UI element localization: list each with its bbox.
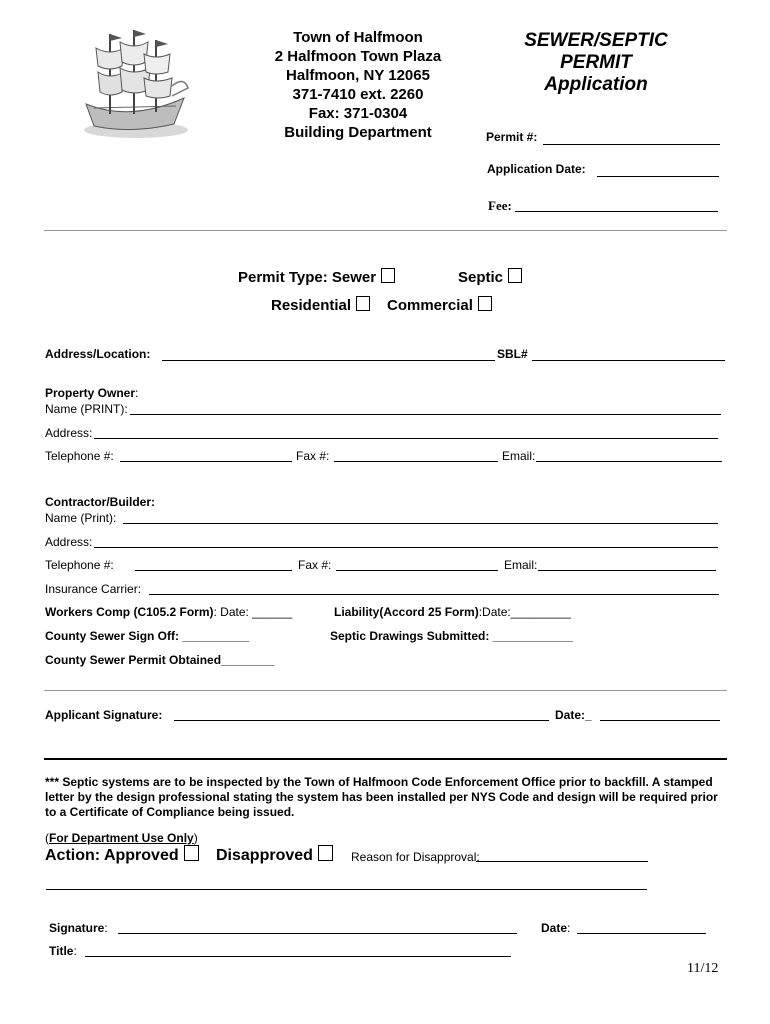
title-label: Title <box>49 944 74 958</box>
contractor-divider <box>44 690 727 691</box>
action-approved-label: Action: Approved <box>45 847 179 864</box>
paren-open: ( <box>45 831 49 845</box>
permit-number-field[interactable] <box>543 144 720 145</box>
town-name: Town of Halfmoon <box>293 29 423 46</box>
application-date-field[interactable] <box>597 176 719 177</box>
owner-name-field[interactable] <box>130 414 721 415</box>
permit-type-row <box>238 268 395 286</box>
owner-telephone-field[interactable] <box>120 461 292 462</box>
department-use-label: For Department Use Only <box>49 831 194 845</box>
applicant-signature-label: Applicant Signature: <box>45 708 163 722</box>
sewer-label: Sewer <box>331 269 377 286</box>
approved-checkbox[interactable] <box>184 845 199 861</box>
department-signature-field[interactable] <box>118 933 517 934</box>
department-use-only <box>45 831 198 845</box>
property-owner-title: Property Owner <box>45 386 136 400</box>
contractor-email-field[interactable] <box>538 570 716 571</box>
liability-label: Liability(Accord 25 Form) <box>334 605 479 619</box>
phone-number: 371-7410 ext. 2260 <box>292 86 424 103</box>
fax-number: Fax: 371-0304 <box>308 105 408 122</box>
contractor-email-label: Email: <box>504 558 538 572</box>
property-owner-heading <box>45 386 138 400</box>
commercial-option <box>387 296 492 314</box>
fee-field[interactable] <box>515 211 718 212</box>
fee-label: Fee: <box>488 198 512 213</box>
applicant-date-field[interactable] <box>600 720 720 721</box>
department-date-field[interactable] <box>577 933 706 934</box>
septic-checkbox[interactable] <box>508 268 522 283</box>
insurance-carrier-label: Insurance Carrier: <box>45 582 142 596</box>
owner-fax-field[interactable] <box>334 461 498 462</box>
signature-label-row <box>49 921 108 935</box>
contractor-address-label: Address: <box>45 535 93 549</box>
signature-label: Signature <box>49 921 105 935</box>
header-divider <box>44 230 727 231</box>
residential-option <box>271 296 370 314</box>
title-label-row <box>49 944 77 958</box>
reason-field[interactable] <box>476 861 648 862</box>
paren-close: ) <box>193 831 198 845</box>
date-label: Date <box>541 921 568 935</box>
contractor-name-label: Name (Print): <box>45 511 117 525</box>
workers-comp-label: Workers Comp (C105.2 Form) <box>45 605 214 619</box>
title-line-1: SEWER/SEPTIC <box>524 30 668 51</box>
form-title <box>500 30 692 96</box>
section-divider <box>44 758 727 760</box>
contractor-fax-field[interactable] <box>336 570 498 571</box>
action-approved-option <box>45 845 199 865</box>
liability-date[interactable]: :Date:_________ <box>478 605 571 619</box>
contractor-telephone-field[interactable] <box>135 570 292 571</box>
residential-checkbox[interactable] <box>356 296 370 311</box>
owner-address-label: Address: <box>45 426 93 440</box>
signature-colon: : <box>104 921 108 935</box>
liability-row <box>334 605 571 619</box>
owner-address-field[interactable] <box>94 438 718 439</box>
disapproved-checkbox[interactable] <box>318 845 333 861</box>
city-state-zip: Halfmoon, NY 12065 <box>286 67 430 84</box>
disapproved-option <box>216 845 333 865</box>
county-sewer-permit[interactable]: County Sewer Permit Obtained________ <box>45 653 275 667</box>
department-title-field[interactable] <box>85 956 511 957</box>
septic-option <box>458 268 522 286</box>
department-name: Building Department <box>284 124 432 141</box>
septic-label: Septic <box>458 269 504 286</box>
property-owner-colon: : <box>135 386 139 400</box>
septic-drawings-submitted[interactable]: Septic Drawings Submitted: ____________ <box>330 629 573 643</box>
county-sewer-signoff[interactable]: County Sewer Sign Off: __________ <box>45 629 250 643</box>
contractor-name-field[interactable] <box>123 523 718 524</box>
contractor-telephone-label: Telephone #: <box>45 558 114 572</box>
title-colon: : <box>73 944 77 958</box>
contractor-heading: Contractor/Builder: <box>45 495 156 509</box>
permit-type-label: Permit Type: <box>238 269 328 286</box>
title-line-3: Application <box>544 74 648 95</box>
contractor-address-field[interactable] <box>94 547 718 548</box>
form-revision-code: 11/12 <box>687 961 719 976</box>
commercial-checkbox[interactable] <box>478 296 492 311</box>
septic-inspection-note: *** Septic systems are to be inspected by the Town of Halfmoon Code Enforcement Office prior to backfill. A stamped letter by the design professional stating the system has been installed per NYS Code and design will be required prior to a Certificate of Compliance being issued. <box>45 775 718 819</box>
owner-fax-label: Fax #: <box>296 449 330 463</box>
disapproved-label: Disapproved <box>216 847 313 864</box>
reason-for-disapproval-label: Reason for Disapproval: <box>351 850 480 864</box>
residential-label: Residential <box>271 297 352 314</box>
workers-comp-date[interactable]: : Date: ______ <box>213 605 293 619</box>
applicant-signature-field[interactable] <box>174 720 549 721</box>
permit-number-label: Permit #: <box>486 130 538 144</box>
sbl-label: SBL# <box>497 347 528 361</box>
title-line-2: PERMIT <box>560 52 632 73</box>
applicant-date-label: Date:_ <box>555 708 592 722</box>
owner-email-field[interactable] <box>536 461 722 462</box>
sewer-checkbox[interactable] <box>381 268 395 283</box>
date-label-row <box>541 921 570 935</box>
insurance-carrier-field[interactable] <box>149 594 719 595</box>
street-address: 2 Halfmoon Town Plaza <box>274 48 442 65</box>
owner-email-label: Email: <box>502 449 536 463</box>
ship-logo <box>76 26 191 146</box>
contractor-fax-label: Fax #: <box>298 558 332 572</box>
commercial-label: Commercial <box>387 297 473 314</box>
application-date-label: Application Date: <box>487 162 586 176</box>
reason-continued-field[interactable] <box>46 889 647 890</box>
address-location-label: Address/Location: <box>45 347 151 361</box>
owner-telephone-label: Telephone #: <box>45 449 114 463</box>
address-location-field[interactable] <box>162 360 495 361</box>
workers-comp-row <box>45 605 292 619</box>
town-address <box>258 28 458 142</box>
date-colon: : <box>567 921 571 935</box>
sbl-field[interactable] <box>532 360 725 361</box>
owner-name-label: Name (PRINT): <box>45 402 128 416</box>
